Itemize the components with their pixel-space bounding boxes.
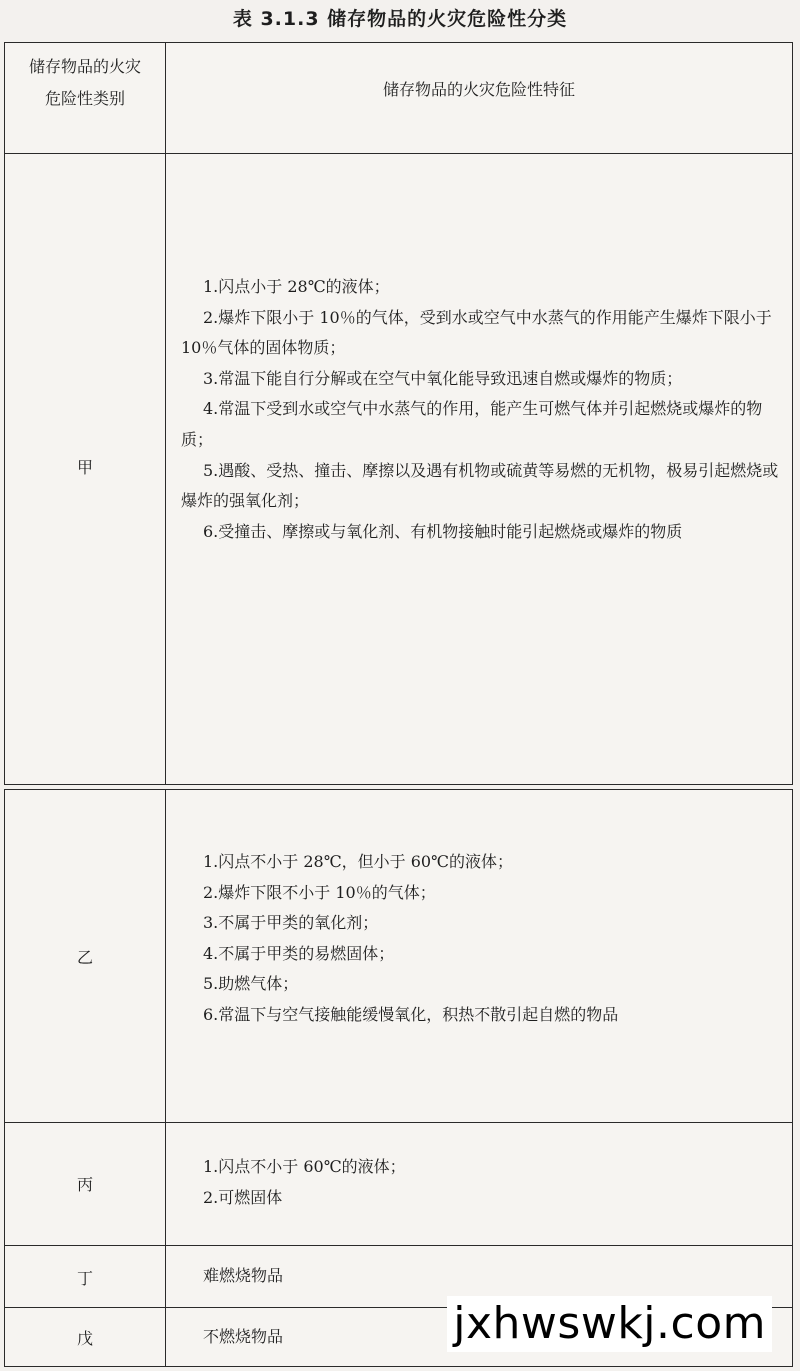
feature-item: 2.可燃固体 [203, 1187, 283, 1207]
column-divider [165, 790, 166, 1366]
row-features-bing [181, 1152, 781, 1213]
row-divider [5, 153, 792, 154]
header-category [5, 51, 165, 115]
feature-item: 4.常温下受到水或空气中水蒸气的作用，能产生可燃气体并引起燃烧或爆炸的物质； [181, 399, 763, 449]
row-category-wu: 戊 [76, 1329, 93, 1348]
row-divider [5, 1245, 792, 1246]
feature-item: 1.闪点不小于 28℃，但小于 60℃的液体； [203, 852, 513, 871]
feature-item: 4.不属于甲类的易燃固体； [203, 943, 395, 963]
feature-item: 5.助燃气体； [203, 974, 299, 994]
feature-item: 6.受撞击、摩擦或与氧化剂、有机物接触时能引起燃烧或爆炸的物质 [203, 521, 683, 541]
feature-item: 3.常温下能自行分解或在空气中氧化能导致迅速自燃或爆炸的物质； [203, 368, 683, 388]
row-features-ding [181, 1261, 781, 1292]
feature-item: 2.爆炸下限小于 10％的气体，受到水或空气中水蒸气的作用能产生爆炸下限小于 10％气体的固体物质； [181, 307, 772, 358]
table-title: 表 3.1.3 储存物品的火灾危险性分类 [232, 8, 568, 30]
column-divider [165, 43, 166, 784]
feature-item: 1.闪点小于 28℃的液体； [203, 277, 390, 296]
row-category-ding: 丁 [76, 1269, 93, 1288]
row-features-jia [181, 272, 781, 547]
feature-item: 3.不属于甲类的氧化剂； [203, 913, 379, 933]
table-upper [4, 42, 793, 785]
watermark: jxhwswkj.com [447, 1296, 772, 1352]
header-category-line2: 危险性类别 [44, 89, 125, 108]
table-lower [4, 789, 793, 1367]
feature-item: 2.爆炸下限不小于 10％的气体； [203, 882, 436, 902]
row-category-yi: 乙 [76, 948, 93, 967]
feature-item: 难燃烧物品 [203, 1266, 284, 1285]
feature-item: 5.遇酸、受热、撞击、摩擦以及遇有机物或硫黄等易燃的无机物，极易引起燃烧或爆炸的强氧化剂； [181, 460, 779, 511]
row-category-bing: 丙 [76, 1175, 93, 1194]
feature-item: 不燃烧物品 [203, 1327, 284, 1346]
row-category-jia: 甲 [76, 458, 93, 477]
row-features-yi [181, 847, 781, 1031]
row-divider [5, 1122, 792, 1123]
header-category-line1: 储存物品的火灾 [28, 57, 141, 76]
feature-item: 6.常温下与空气接触能缓慢氧化，积热不散引起自燃的物品 [203, 1004, 619, 1024]
feature-item: 1.闪点不小于 60℃的液体； [203, 1157, 406, 1176]
header-feature: 储存物品的火灾危险性特征 [382, 80, 575, 99]
